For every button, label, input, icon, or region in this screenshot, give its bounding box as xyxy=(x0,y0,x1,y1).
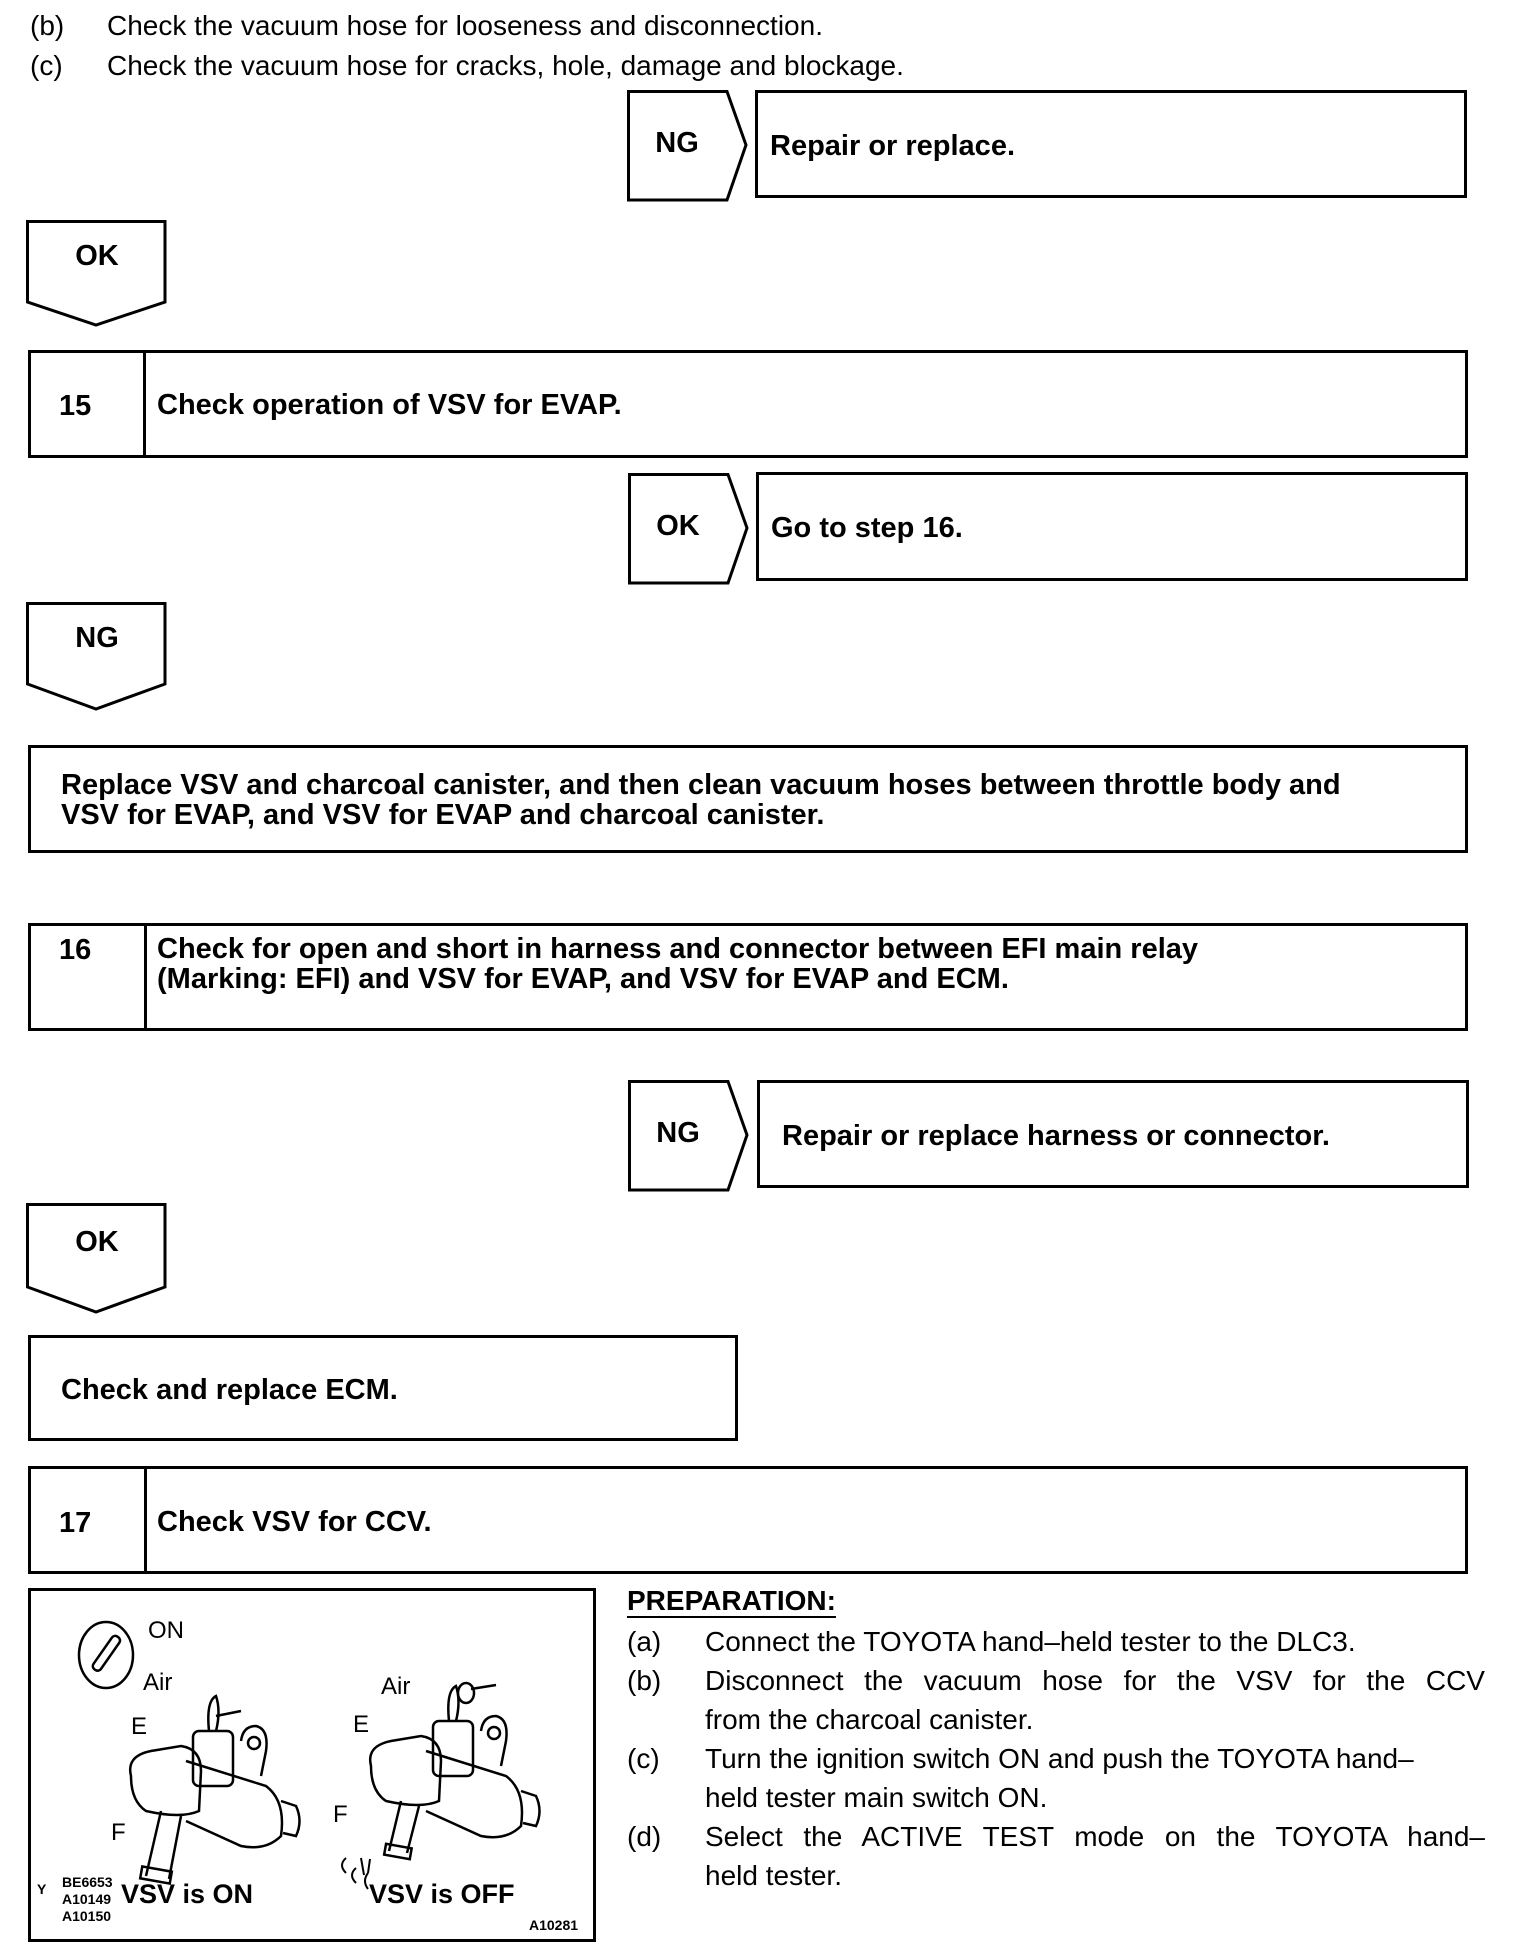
ignition-key-icon xyxy=(76,1619,140,1693)
action-box-goto-16[interactable] xyxy=(756,472,1468,581)
branch-label-ok: OK xyxy=(75,240,119,272)
branch-label-ng: NG xyxy=(656,1117,700,1149)
step-number: 15 xyxy=(59,390,92,422)
f-port-label: F xyxy=(111,1819,126,1846)
step-title: Check VSV for CCV. xyxy=(157,1506,432,1538)
caption-vsv-on: VSV is ON xyxy=(121,1879,254,1909)
intro-step-label: (b) xyxy=(30,10,65,41)
action-box-replace-vsv xyxy=(28,745,1468,853)
ignition-on-label: ON xyxy=(148,1617,184,1644)
f-port-label: F xyxy=(333,1801,348,1828)
prep-item-text-line2: held tester main switch ON. xyxy=(705,1782,1048,1813)
branch-label-ok: OK xyxy=(75,1226,119,1258)
prep-item-text-line2: from the charcoal canister. xyxy=(705,1704,1034,1735)
preparation-section xyxy=(627,1585,1485,1945)
figure-code: A10149 xyxy=(62,1891,112,1907)
caption-vsv-off: VSV is OFF xyxy=(369,1879,515,1909)
figure-marker: Y xyxy=(37,1881,47,1897)
vsv-valve-icon xyxy=(91,1691,311,1881)
step-title: Check operation of VSV for EVAP. xyxy=(157,389,622,421)
action-box-replace-ecm xyxy=(28,1335,738,1441)
ng-down-arrow-icon xyxy=(26,602,168,712)
figure-code: A10150 xyxy=(62,1908,112,1924)
preparation-title: PREPARATION: xyxy=(627,1585,836,1616)
branch-label-ok: OK xyxy=(656,510,700,542)
step-15-box xyxy=(28,350,1468,458)
prep-item-text-line1: Turn the ignition switch ON and push the TOYOTA hand– xyxy=(705,1743,1414,1774)
air-label: Air xyxy=(381,1673,411,1700)
prep-item-text-line1: Disconnect the vacuum hose for the VSV for the CCV xyxy=(705,1665,1485,1696)
prep-item-text: Connect the TOYOTA hand–held tester to the DLC3. xyxy=(705,1626,1356,1657)
step-number: 16 xyxy=(59,934,92,966)
intro-step-c xyxy=(30,50,63,82)
action-text-line2: VSV for EVAP, and VSV for EVAP and charcoal canister. xyxy=(61,799,825,831)
prep-item-text-line1: Select the ACTIVE TEST mode on the TOYOTA hand– xyxy=(705,1821,1485,1852)
intro-step-b xyxy=(30,10,64,42)
prep-item-label: (a) xyxy=(627,1626,662,1657)
goto-step-link[interactable]: Go to step 16. xyxy=(771,512,963,544)
figure-id: A10281 xyxy=(529,1917,579,1933)
action-text: Repair or replace harness or connector. xyxy=(782,1120,1330,1152)
prep-item-label: (b) xyxy=(627,1665,662,1696)
action-text: Check and replace ECM. xyxy=(61,1374,398,1406)
step-17-box xyxy=(28,1466,1468,1574)
step-divider xyxy=(144,1469,147,1571)
step-divider xyxy=(144,926,147,1028)
step-number: 17 xyxy=(59,1507,92,1539)
vsv-illustration xyxy=(28,1588,596,1942)
step-title-line1: Check for open and short in harness and connector between EFI main relay xyxy=(157,933,1199,965)
action-box-repair-harness xyxy=(757,1080,1469,1188)
intro-step-label: (c) xyxy=(30,50,63,81)
e-terminal-label: E xyxy=(131,1713,148,1740)
action-text: Repair or replace. xyxy=(770,130,1015,162)
action-box-repair xyxy=(755,90,1467,198)
step-16-box xyxy=(28,923,1468,1031)
step-divider xyxy=(143,353,146,455)
air-label: Air xyxy=(143,1669,173,1696)
intro-step-text: Check the vacuum hose for looseness and disconnection. xyxy=(107,10,823,41)
branch-label-ng: NG xyxy=(655,127,699,159)
prep-item-label: (d) xyxy=(627,1821,662,1852)
intro-step-text: Check the vacuum hose for cracks, hole, damage and blockage. xyxy=(107,50,904,81)
e-terminal-label: E xyxy=(353,1711,370,1738)
ok-down-arrow-icon xyxy=(26,1203,168,1315)
branch-label-ng: NG xyxy=(75,622,119,654)
prep-item-text-line2: held tester. xyxy=(705,1860,842,1891)
prep-item-label: (c) xyxy=(627,1743,660,1774)
figure-code: BE6653 xyxy=(62,1874,113,1890)
ok-down-arrow-icon xyxy=(26,220,168,328)
step-title-line2: (Marking: EFI) and VSV for EVAP, and VSV for EVAP and ECM. xyxy=(157,963,1009,995)
action-text-line1: Replace VSV and charcoal canister, and then clean vacuum hoses between throttle body and xyxy=(61,769,1341,801)
